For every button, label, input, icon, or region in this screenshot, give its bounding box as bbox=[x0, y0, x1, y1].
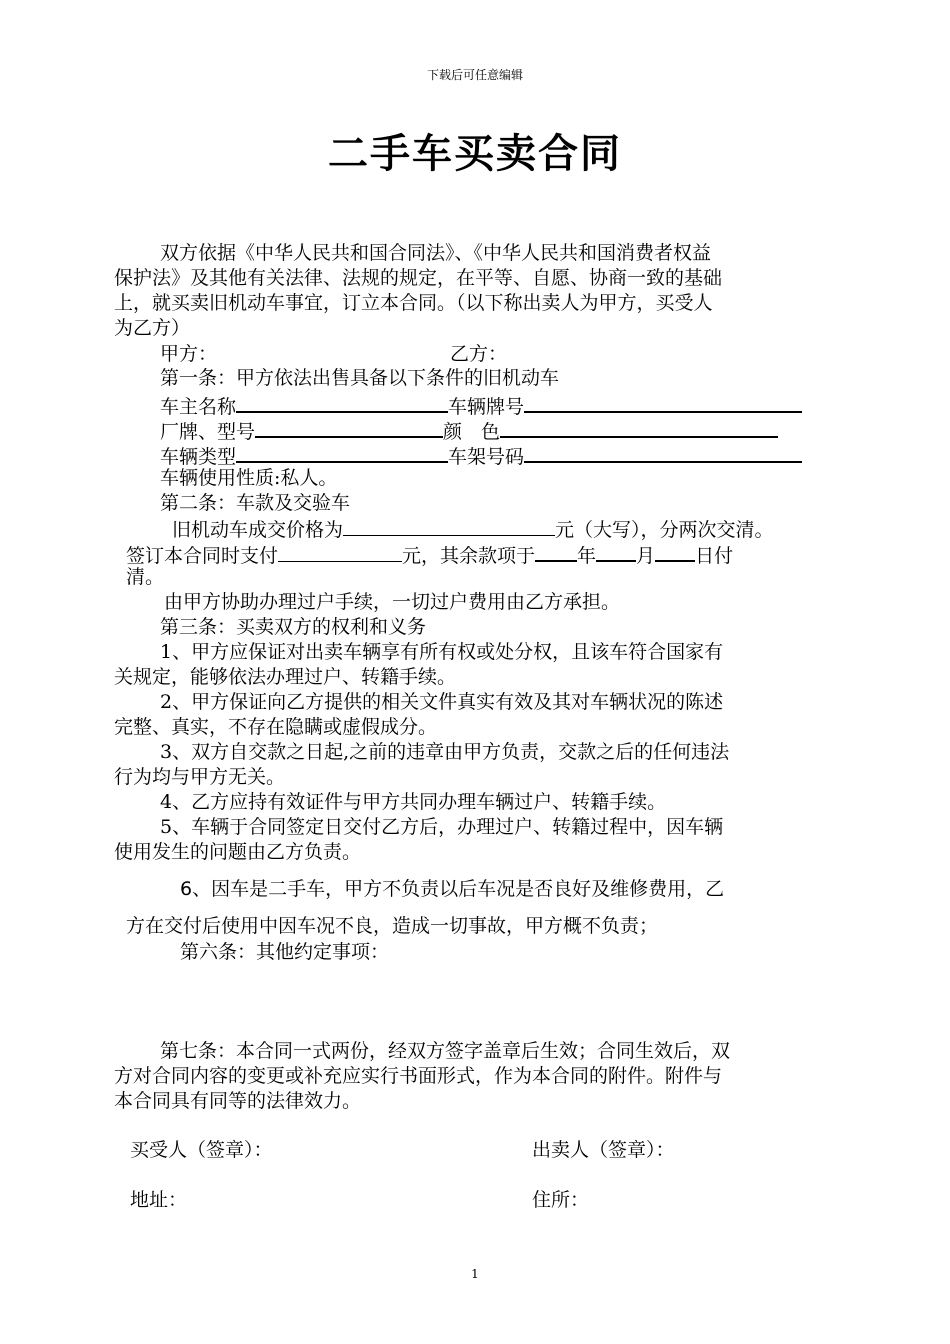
article-3-heading: 第三条：买卖双方的权利和义务 bbox=[160, 616, 427, 638]
intro-line-3: 上，就买卖旧机动车事宜，订立本合同。（以下称出卖人为甲方，买受人 bbox=[114, 292, 713, 314]
frame-no-label: 车架号码 bbox=[448, 446, 525, 468]
month-blank[interactable] bbox=[596, 540, 636, 562]
day-label: 日付 bbox=[695, 545, 734, 567]
article-7-line-1: 第七条：本合同一式两份，经双方签字盖章后生效；合同生效后，双 bbox=[160, 1040, 731, 1062]
document-title: 二手车买卖合同 bbox=[328, 131, 622, 177]
item-4: 4、乙方应持有效证件与甲方共同办理车辆过户、转籍手续。 bbox=[160, 791, 667, 813]
plate-blank[interactable] bbox=[524, 391, 802, 413]
owner-name-blank[interactable] bbox=[236, 391, 448, 413]
color-label: 颜 色 bbox=[443, 421, 501, 443]
payment-end: 清。 bbox=[126, 566, 165, 588]
seller-signature-label: 出卖人（签章）： bbox=[532, 1139, 675, 1161]
seller-residence-label: 住所： bbox=[532, 1189, 590, 1211]
buyer-address-label: 地址： bbox=[130, 1189, 188, 1211]
item-3-line-1: 3、双方自交款之日起,之前的违章由甲方负责，交款之后的任何违法 bbox=[160, 741, 730, 763]
item-6-line-1 bbox=[180, 877, 724, 901]
price-line bbox=[172, 515, 774, 542]
vehicle-row-2 bbox=[160, 416, 778, 444]
article-7-line-2: 方对合同内容的变更或补充应实行书面形式，作为本合同的附件。附件与 bbox=[114, 1065, 723, 1087]
page-number: 1 bbox=[471, 1267, 479, 1281]
buyer-signature-label: 买受人（签章）： bbox=[130, 1139, 273, 1161]
item-6-number: 6 bbox=[180, 878, 193, 900]
article-6-heading: 第六条：其他约定事项： bbox=[180, 941, 390, 963]
party-b-label: 乙方： bbox=[450, 343, 508, 365]
item-1-line-1: 1、甲方应保证对出卖车辆享有所有权或处分权，且该车符合国家有 bbox=[160, 641, 724, 663]
payment-line bbox=[126, 540, 733, 568]
pay-prefix: 签订本合同时支付 bbox=[126, 545, 279, 567]
price-suffix: 元（大写），分两次交清。 bbox=[555, 519, 774, 541]
item-6-line-2: 方在交付后使用中因车况不良，造成一切事故，甲方概不负责； bbox=[126, 915, 659, 937]
frame-no-blank[interactable] bbox=[524, 441, 802, 463]
color-blank[interactable] bbox=[500, 416, 778, 438]
item-6-text: 、因车是二手车，甲方不负责以后车况是否良好及维修费用，乙 bbox=[192, 878, 725, 900]
article-7-line-3: 本合同具有同等的法律效力。 bbox=[114, 1090, 362, 1112]
price-blank[interactable] bbox=[343, 515, 555, 536]
first-payment-blank[interactable] bbox=[278, 541, 402, 562]
intro-line-2: 保护法》及其他有关法律、法规的规定，在平等、自愿、协商一致的基础 bbox=[114, 267, 723, 289]
brand-model-blank[interactable] bbox=[255, 416, 443, 438]
intro-line-4: 为乙方） bbox=[114, 317, 191, 339]
item-5-line-1: 5、车辆于合同签定日交付乙方后，办理过户、转籍过程中，因车辆 bbox=[160, 816, 724, 838]
article-2-heading: 第二条：车款及交验车 bbox=[160, 492, 351, 514]
intro-line-1: 双方依据《中华人民共和国合同法》、《中华人民共和国消费者权益 bbox=[160, 242, 712, 264]
vehicle-row-1 bbox=[160, 391, 802, 419]
transfer-note: 由甲方协助办理过户手续，一切过户费用由乙方承担。 bbox=[164, 591, 621, 613]
vehicle-type-label: 车辆类型 bbox=[160, 446, 237, 468]
item-3-line-2: 行为均与甲方无关。 bbox=[114, 766, 286, 788]
brand-model-label: 厂牌、型号 bbox=[160, 421, 256, 443]
vehicle-row-3 bbox=[160, 441, 802, 469]
pay-mid: 元，其余款项于 bbox=[402, 545, 536, 567]
item-1-line-2: 关规定，能够依法办理过户、转籍手续。 bbox=[114, 666, 457, 688]
month-label: 月 bbox=[636, 545, 656, 567]
year-blank[interactable] bbox=[535, 540, 577, 562]
item-2-line-1: 2、甲方保证向乙方提供的相关文件真实有效及其对车辆状况的陈述 bbox=[160, 691, 724, 713]
page-header: 下载后可任意编辑 bbox=[426, 68, 523, 82]
article-1-heading: 第一条：甲方依法出售具备以下条件的旧机动车 bbox=[160, 367, 560, 389]
day-blank[interactable] bbox=[655, 540, 695, 562]
item-2-line-2: 完整、真实，不存在隐瞒或虚假成分。 bbox=[114, 716, 438, 738]
plate-label: 车辆牌号 bbox=[448, 396, 525, 418]
item-5-line-2: 使用发生的问题由乙方负责。 bbox=[114, 841, 362, 863]
owner-name-label: 车主名称 bbox=[160, 396, 237, 418]
party-a-label: 甲方： bbox=[160, 343, 218, 365]
vehicle-type-blank[interactable] bbox=[236, 441, 448, 463]
vehicle-usage: 车辆使用性质:私人。 bbox=[160, 467, 338, 489]
price-prefix: 旧机动车成交价格为 bbox=[172, 519, 344, 541]
year-label: 年 bbox=[577, 545, 597, 567]
